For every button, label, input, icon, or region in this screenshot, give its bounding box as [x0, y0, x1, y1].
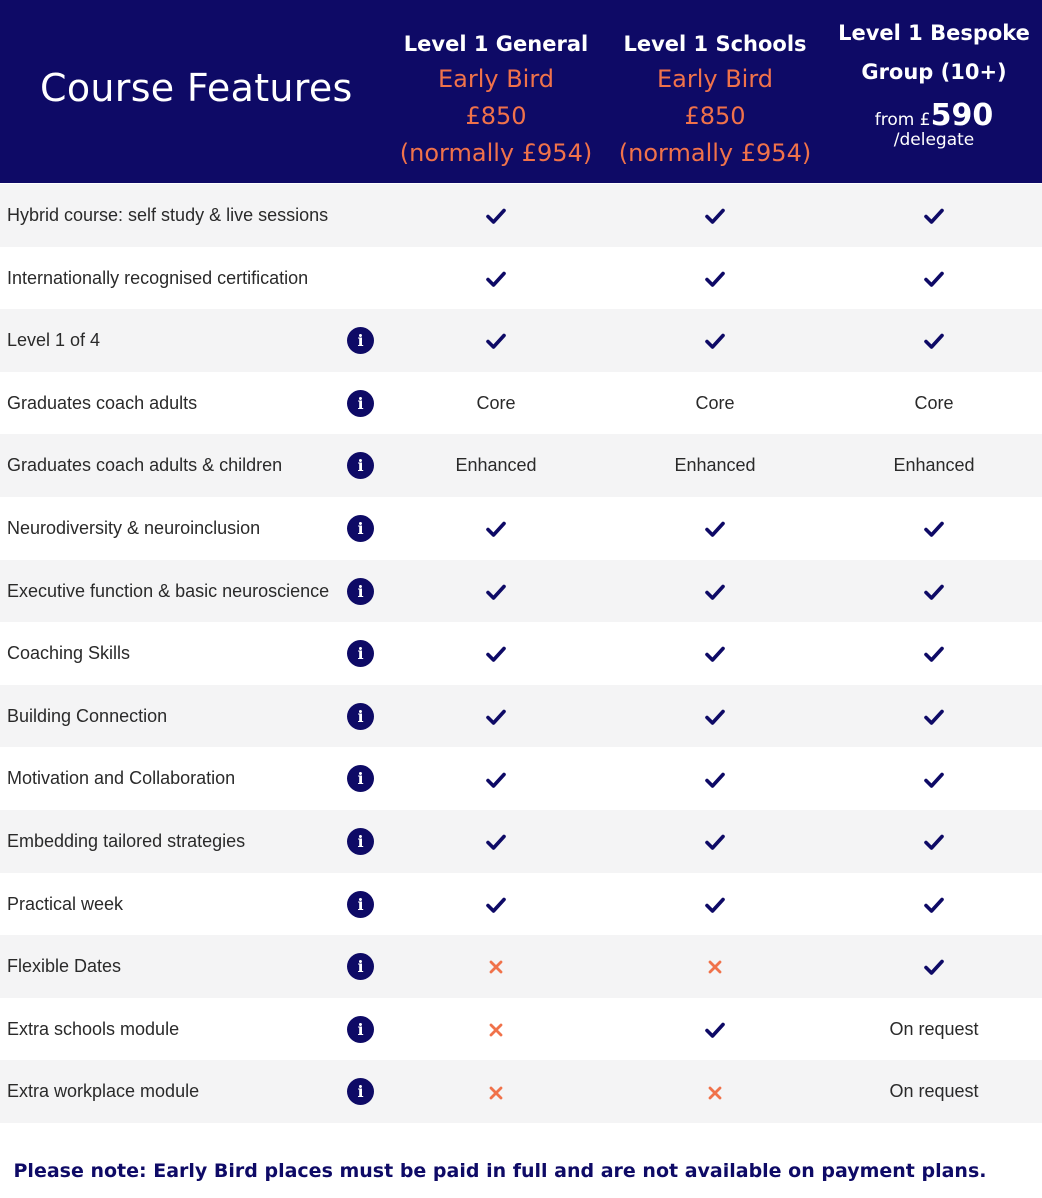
- feature-label: Extra schools module: [7, 1018, 180, 1039]
- table-row: [0, 247, 1042, 310]
- cell-value: Core: [695, 392, 735, 413]
- feature-label: Neurodiversity & neuroinclusion: [7, 517, 261, 538]
- cell-value: Core: [914, 392, 954, 413]
- column-level1-bespoke: [824, 14, 1042, 150]
- check-icon: [386, 685, 606, 747]
- price-from: [824, 98, 1042, 133]
- feature-label: Graduates coach adults & children: [7, 455, 283, 476]
- feature-label: Executive function & basic neuroscience: [7, 580, 330, 601]
- info-icon[interactable]: i: [347, 390, 374, 417]
- cell-value: Enhanced: [455, 455, 537, 476]
- info-icon[interactable]: i: [347, 1078, 374, 1105]
- check-icon: [386, 247, 606, 309]
- check-icon: [386, 622, 606, 684]
- price-label: Early Bird: [437, 65, 555, 93]
- feature-label: Flexible Dates: [7, 956, 122, 977]
- table-row: [0, 810, 1042, 873]
- early-bird-note: Please note: Early Bird places must be paid in full and are not available on payment plans.: [13, 1160, 987, 1182]
- cross-icon: [386, 998, 606, 1060]
- feature-label: Practical week: [7, 893, 124, 914]
- price-from-value: 590: [930, 98, 994, 133]
- info-icon[interactable]: i: [347, 578, 374, 605]
- table-row: [0, 998, 1042, 1061]
- check-icon: [386, 184, 606, 246]
- info-icon[interactable]: i: [347, 953, 374, 980]
- cell-value: Core: [476, 392, 516, 413]
- cross-icon: [605, 1060, 825, 1122]
- feature-label: Internationally recognised certification: [7, 267, 309, 288]
- column-title-line: Group (10+): [861, 60, 1007, 84]
- price-amount: £850: [465, 102, 527, 130]
- table-row: [0, 372, 1042, 435]
- feature-label: Level 1 of 4: [7, 330, 101, 351]
- check-icon: [605, 497, 825, 559]
- table-row: [0, 935, 1042, 998]
- table-row: [0, 184, 1042, 247]
- feature-label: Building Connection: [7, 705, 168, 726]
- column-title: Level 1 Schools: [623, 32, 807, 56]
- check-icon: [605, 184, 825, 246]
- info-icon[interactable]: i: [347, 640, 374, 667]
- check-icon: [386, 810, 606, 872]
- check-icon: [386, 560, 606, 622]
- column-title: Level 1 General: [403, 32, 589, 56]
- feature-label: Coaching Skills: [7, 643, 131, 664]
- check-icon: [824, 873, 1042, 935]
- price-from-label: from £: [874, 110, 931, 130]
- feature-label: Extra workplace module: [7, 1081, 200, 1102]
- check-icon: [605, 873, 825, 935]
- check-icon: [824, 247, 1042, 309]
- check-icon: [605, 560, 825, 622]
- check-icon: [824, 622, 1042, 684]
- table-row: [0, 1060, 1042, 1123]
- table-row: [0, 873, 1042, 936]
- check-icon: [605, 998, 825, 1060]
- check-icon: [386, 873, 606, 935]
- price-normal: (normally £954): [618, 139, 812, 167]
- column-level1-schools: [605, 34, 825, 172]
- info-icon[interactable]: i: [347, 327, 374, 354]
- cell-value: On request: [889, 1018, 979, 1039]
- check-icon: [824, 810, 1042, 872]
- check-icon: [605, 810, 825, 872]
- table-row: [0, 747, 1042, 810]
- table-row: [0, 560, 1042, 623]
- info-icon[interactable]: i: [347, 515, 374, 542]
- feature-label: Motivation and Collaboration: [7, 768, 236, 789]
- check-icon: [824, 747, 1042, 809]
- check-icon: [824, 184, 1042, 246]
- check-icon: [605, 247, 825, 309]
- table-row: [0, 434, 1042, 497]
- check-icon: [605, 309, 825, 371]
- check-icon: [824, 935, 1042, 997]
- check-icon: [605, 685, 825, 747]
- info-icon[interactable]: i: [347, 452, 374, 479]
- column-title-line: Level 1 Bespoke: [838, 21, 1030, 45]
- check-icon: [386, 747, 606, 809]
- check-icon: [386, 497, 606, 559]
- feature-label: Embedding tailored strategies: [7, 830, 246, 851]
- page-title: Course Features: [40, 66, 353, 110]
- info-icon[interactable]: i: [347, 703, 374, 730]
- cell-value: Enhanced: [893, 455, 975, 476]
- feature-label: Hybrid course: self study & live sessions: [7, 205, 329, 225]
- info-icon[interactable]: i: [347, 828, 374, 855]
- feature-label: Graduates coach adults: [7, 392, 198, 413]
- cross-icon: [605, 935, 825, 997]
- cross-icon: [386, 1060, 606, 1122]
- check-icon: [605, 622, 825, 684]
- check-icon: [824, 560, 1042, 622]
- table-row: [0, 685, 1042, 748]
- cell-value: On request: [889, 1081, 979, 1102]
- check-icon: [824, 309, 1042, 371]
- table-row: [0, 309, 1042, 372]
- info-icon[interactable]: i: [347, 765, 374, 792]
- info-icon[interactable]: i: [347, 1016, 374, 1043]
- price-normal: (normally £954): [399, 139, 593, 167]
- cell-value: Enhanced: [674, 455, 756, 476]
- table-row: [0, 622, 1042, 685]
- price-label: Early Bird: [656, 65, 774, 93]
- table-row: [0, 497, 1042, 560]
- check-icon: [605, 747, 825, 809]
- column-level1-general: [386, 34, 606, 172]
- price-amount: £850: [684, 102, 746, 130]
- info-icon[interactable]: i: [347, 891, 374, 918]
- price-per-unit: /delegate: [893, 130, 975, 150]
- features-table: [0, 184, 1042, 1123]
- table-header: [0, 0, 1042, 183]
- check-icon: [386, 309, 606, 371]
- check-icon: [824, 685, 1042, 747]
- check-icon: [824, 497, 1042, 559]
- cross-icon: [386, 935, 606, 997]
